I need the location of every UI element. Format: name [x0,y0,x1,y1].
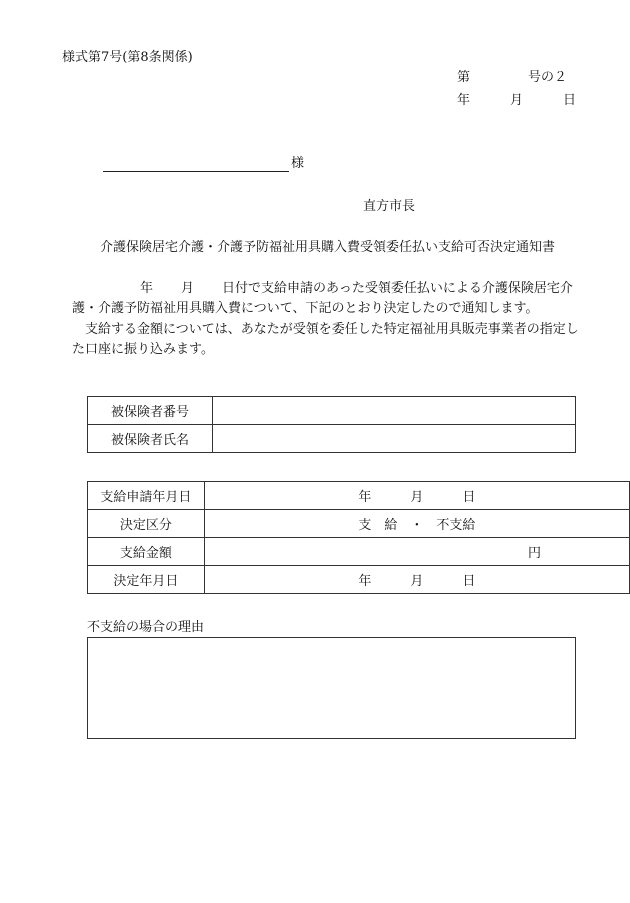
document-title: 介護保険居宅介護・介護予防福祉用具購入費受領委任払い支給可否決定通知書 [100,240,556,255]
body-paragraph-2: 支給する金額については、あなたが受領を委任した特定福祉用具販売事業者の指定した口座に振り込みます。 [72,322,579,357]
table-row [88,425,576,453]
application-date-label: 支給申請年月日 [88,482,205,510]
decision-year: 年 [358,574,372,589]
table-row [88,566,630,594]
issue-day: 日 [563,93,577,108]
application-date-field[interactable] [204,482,629,510]
decision-date-label: 決定年月日 [88,566,205,594]
form-number: 様式第7号(第8条関係) [62,50,193,65]
addressee-line [103,156,304,172]
issue-year: 年 [457,93,471,108]
insured-number-field[interactable] [213,397,576,425]
table-row [88,510,630,538]
addressee-blank[interactable] [103,157,289,172]
amount-field[interactable]: 円 [204,538,629,566]
issue-month: 月 [510,93,524,108]
decision-type-label: 決定区分 [88,510,205,538]
addressee-honorific: 様 [291,156,305,171]
decision-table [87,481,630,594]
issue-date-line [457,93,576,109]
insured-table [87,396,576,453]
document-number-line [457,70,567,86]
table-row [88,397,576,425]
decision-day: 日 [462,574,476,589]
decision-type-field[interactable]: 支 給 ・ 不支給 [204,510,629,538]
reason-box[interactable] [87,637,576,739]
p1-month: 月 [181,281,195,296]
insured-name-label: 被保険者氏名 [88,425,213,453]
issuer: 直方市長 [363,199,416,214]
number-prefix: 第 [457,70,471,85]
amount-label: 支給金額 [88,538,205,566]
p1-text: 日付で支給申請のあった受領委任払いによる介護保険居宅介護・介護予防福祉用具購入費について、下記のとおり決定したので通知します。 [72,281,573,316]
insured-number-label: 被保険者番号 [88,397,213,425]
application-day: 日 [462,490,476,505]
table-row [88,482,630,510]
application-year: 年 [358,490,372,505]
decision-date-field[interactable] [204,566,629,594]
number-suffix: 号の２ [528,70,568,85]
table-row [88,538,630,566]
body-paragraph-1 [72,279,582,319]
reason-label: 不支給の場合の理由 [87,620,205,635]
decision-month: 月 [410,574,424,589]
insured-name-field[interactable] [213,425,576,453]
application-month: 月 [410,490,424,505]
p1-year: 年 [140,281,154,296]
